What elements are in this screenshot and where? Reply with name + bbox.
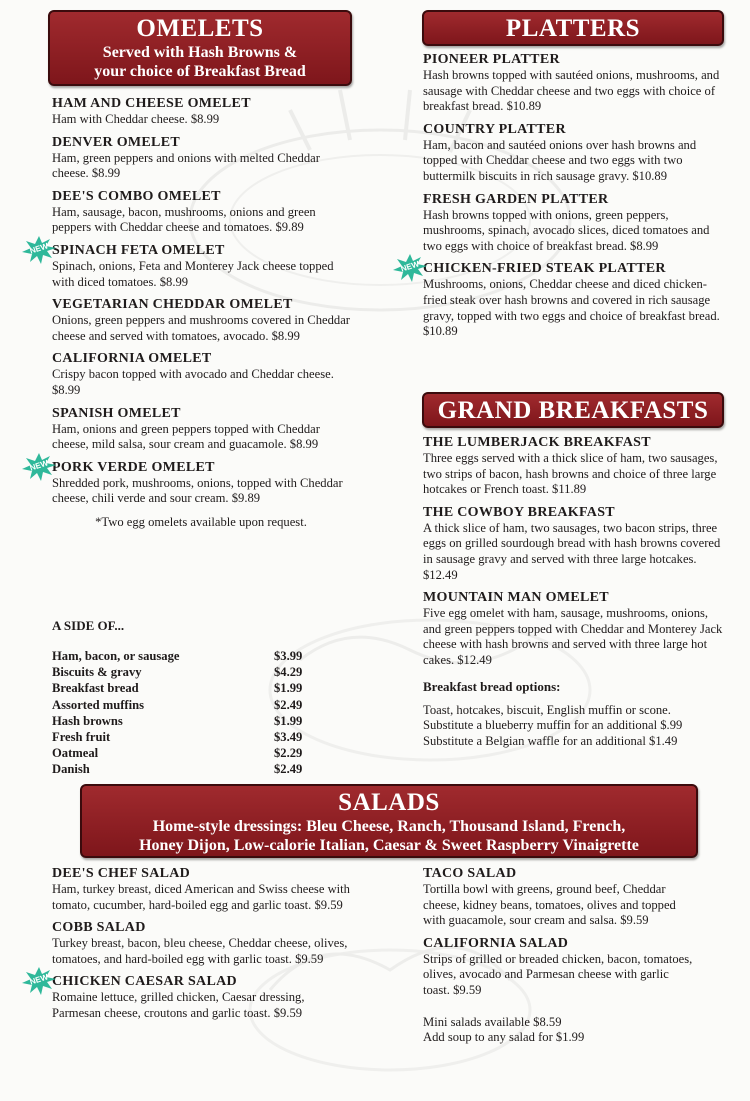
item-description: Spinach, onions, Feta and Monterey Jack cheese topped with diced tomatoes. $8.99 xyxy=(52,258,334,289)
item-description: Shredded pork, mushrooms, onions, topped with Cheddar cheese, chili verde and sour cream. $9.89 xyxy=(52,475,343,506)
item-name: VEGETARIAN CHEDDAR OMELET xyxy=(52,297,293,313)
item-name: THE COWBOY BREAKFAST xyxy=(423,504,615,520)
item-description: Onions, green peppers and mushrooms covered in Cheddar cheese and served with tomatoes, avocado. $8.99 xyxy=(52,313,350,343)
item-description: Ham, onions and green peppers topped with Cheddar cheese, mild salsa, sour cream and guacamole. $8.99 xyxy=(52,421,320,452)
new-badge-label: NEW xyxy=(28,458,50,473)
side-price: $2.49 xyxy=(274,762,303,777)
grand-breakfasts-list xyxy=(423,435,728,749)
mini-salads-note: Mini salads available $8.59 xyxy=(423,1014,562,1029)
salads-left-list xyxy=(28,866,352,1029)
side-row xyxy=(52,664,350,680)
side-row xyxy=(52,713,350,729)
menu-item xyxy=(52,351,350,398)
menu-item xyxy=(423,192,728,255)
menu-item xyxy=(423,122,728,185)
item-description: Mushrooms, onions, Cheddar cheese and diced chicken-fried steak over hash browns and covered in rich sausage gravy, topped with two eggs and choice of breakfast bread. $10.89 xyxy=(423,277,720,339)
menu-item xyxy=(52,135,350,182)
menu-item xyxy=(423,435,728,498)
side-name: Biscuits & gravy xyxy=(52,665,142,680)
item-description: Three eggs served with a thick slice of ham, two sausages, two strips of bacon, hash browns and choice of three large hotcakes or French toast. $11.89 xyxy=(423,451,718,497)
platters-banner xyxy=(422,10,724,46)
item-name: COUNTRY PLATTER xyxy=(423,121,566,137)
menu-item xyxy=(423,590,728,668)
item-name: CALIFORNIA OMELET xyxy=(52,351,212,367)
item-name: CALIFORNIA SALAD xyxy=(423,935,569,951)
item-description: Hash browns topped with onions, green peppers, mushrooms, spinach, avocado slices, diced tomatoes and two eggs with choice of breakfast bread. $8.99 xyxy=(423,207,710,253)
side-name: Danish xyxy=(52,762,90,777)
item-description: Tortilla bowl with greens, ground beef, Cheddar cheese, kidney beans, tomatoes, olives and topped with guacamole, sour cream and salsa. $9.59 xyxy=(423,882,676,928)
item-description: Five egg omelet with ham, sausage, mushrooms, onions, and green peppers topped with Cheddar and Monterey Jack cheese with hash browns and served with three large hot cakes. $12.49 xyxy=(423,606,723,667)
item-description: Ham, turkey breast, diced American and Swiss cheese with tomato, cucumber, hard-boiled egg and garlic toast. $9.59 xyxy=(52,882,350,912)
new-badge-icon xyxy=(22,967,56,995)
side-price: $3.49 xyxy=(274,730,303,745)
omelets-list xyxy=(28,96,350,530)
side-price: $4.29 xyxy=(274,665,303,680)
omelets-title: OMELETS xyxy=(136,15,264,42)
menu-item xyxy=(28,241,350,290)
menu-item xyxy=(52,406,350,453)
platters-title: PLATTERS xyxy=(505,15,641,42)
item-name: CHICKEN-FRIED STEAK PLATTER xyxy=(423,261,666,277)
side-price: $3.99 xyxy=(274,649,303,663)
item-name: SPANISH OMELET xyxy=(52,405,181,421)
salads-dressings-line-1: Home-style dressings: Bleu Cheese, Ranch, Thousand Island, French, xyxy=(152,818,626,835)
side-price: $2.29 xyxy=(274,746,303,761)
bread-option-line: Substitute a Belgian waffle for an additional $1.49 xyxy=(423,733,678,748)
side-row xyxy=(52,648,350,664)
side-name: Oatmeal xyxy=(52,746,99,761)
menu-item xyxy=(52,297,350,344)
menu-item xyxy=(423,866,693,929)
grand-breakfasts-title: GRAND BREAKFASTS xyxy=(437,397,709,424)
item-name: CHICKEN CAESAR SALAD xyxy=(52,974,237,990)
item-name: THE LUMBERJACK BREAKFAST xyxy=(423,435,651,450)
omelets-subtitle-line-1: Served with Hash Browns & xyxy=(102,44,298,61)
item-name: TACO SALAD xyxy=(423,866,517,881)
item-name: MOUNTAIN MAN OMELET xyxy=(423,590,609,606)
bread-options-title: Breakfast bread options: xyxy=(423,678,561,694)
item-description: Romaine lettuce, grilled chicken, Caesar dressing, Parmesan cheese, croutons and garlic toast. $9.59 xyxy=(52,990,305,1020)
item-name: FRESH GARDEN PLATTER xyxy=(423,191,609,207)
side-row xyxy=(52,697,350,713)
item-description: Ham, sausage, bacon, mushrooms, onions and green peppers with Cheddar cheese and tomatoes. $9.89 xyxy=(52,204,316,235)
side-price: $2.49 xyxy=(274,697,303,712)
item-description: A thick slice of ham, two sausages, two bacon strips, three eggs on grilled sourdough bread with hash browns covered in sausage gravy and served with three large hotcakes. $12.49 xyxy=(423,520,721,582)
side-price: $1.99 xyxy=(274,681,303,696)
new-badge-label: NEW xyxy=(28,241,50,256)
menu-item xyxy=(423,52,728,115)
omelets-banner xyxy=(48,10,352,86)
side-row xyxy=(52,680,350,696)
item-name: SPINACH FETA OMELET xyxy=(52,242,225,258)
side-price: $1.99 xyxy=(274,713,303,728)
item-description: Turkey breast, bacon, bleu cheese, Cheddar cheese, olives, tomatoes, and hard-boiled egg with garlic toast. $9.59 xyxy=(52,936,348,966)
item-description: Hash browns topped with sautéed onions, mushrooms, and sausage with Cheddar cheese and two eggs with choice of breakfast bread. $10.89 xyxy=(423,68,720,114)
side-name: Hash browns xyxy=(52,713,123,728)
sides-section xyxy=(52,618,350,778)
side-name: Ham, bacon, or sausage xyxy=(52,649,180,663)
side-name: Fresh fruit xyxy=(52,730,111,745)
omelets-subtitle-line-2: your choice of Breakfast Bread xyxy=(94,63,306,80)
platters-list xyxy=(399,52,728,347)
item-name: PIONEER PLATTER xyxy=(423,52,560,67)
sides-title: A SIDE OF... xyxy=(52,618,125,633)
menu-item xyxy=(52,96,350,128)
side-row xyxy=(52,729,350,745)
bread-option-line: Toast, hotcakes, biscuit, English muffin or scone. xyxy=(423,702,671,717)
menu-item xyxy=(399,259,728,339)
new-badge-label: NEW xyxy=(28,972,50,988)
menu-item xyxy=(52,920,352,967)
salads-banner xyxy=(80,784,698,858)
salads-right-list xyxy=(423,866,693,1046)
item-description: Crispy bacon topped with avocado and Cheddar cheese. $8.99 xyxy=(52,367,334,397)
menu-item xyxy=(52,866,352,913)
menu-item xyxy=(28,458,350,507)
grand-breakfasts-banner xyxy=(422,392,724,428)
side-name: Breakfast bread xyxy=(52,681,139,696)
menu-item xyxy=(423,936,693,999)
salads-title: SALADS xyxy=(338,789,440,816)
add-soup-note: Add soup to any salad for $1.99 xyxy=(423,1030,585,1045)
side-row xyxy=(52,761,350,777)
item-name: DEE'S CHEF SALAD xyxy=(52,866,191,881)
menu-item xyxy=(423,505,728,583)
item-name: DEE'S COMBO OMELET xyxy=(52,188,221,204)
salads-dressings-line-2: Honey Dijon, Low-calorie Italian, Caesar & Sweet Raspberry Vinaigrette xyxy=(139,837,639,854)
item-description: Ham, green peppers and onions with melted Cheddar cheese. $8.99 xyxy=(52,150,320,181)
item-name: DENVER OMELET xyxy=(52,134,180,150)
bread-option-line: Substitute a blueberry muffin for an additional $.99 xyxy=(423,718,683,733)
side-name: Assorted muffins xyxy=(52,697,145,712)
omelets-note: *Two egg omelets available upon request. xyxy=(95,514,307,529)
new-badge-icon xyxy=(22,453,56,481)
item-name: HAM AND CHEESE OMELET xyxy=(52,96,251,111)
new-badge-label: NEW xyxy=(399,259,421,275)
item-name: PORK VERDE OMELET xyxy=(52,459,215,475)
item-name: COBB SALAD xyxy=(52,920,146,936)
side-row xyxy=(52,745,350,761)
item-description: Strips of grilled or breaded chicken, bacon, tomatoes, olives, avocado and Parmesan cheese with garlic toast. $9.59 xyxy=(423,951,693,997)
item-description: Ham with Cheddar cheese. $8.99 xyxy=(52,112,220,126)
menu-item xyxy=(52,189,350,236)
item-description: Ham, bacon and sautéed onions over hash browns and topped with Cheddar cheese and two eggs with two buttermilk biscuits in rich sausage gravy. $10.89 xyxy=(423,137,697,183)
new-badge-icon xyxy=(22,236,56,264)
new-badge-icon xyxy=(393,254,427,282)
menu-item xyxy=(28,972,352,1021)
